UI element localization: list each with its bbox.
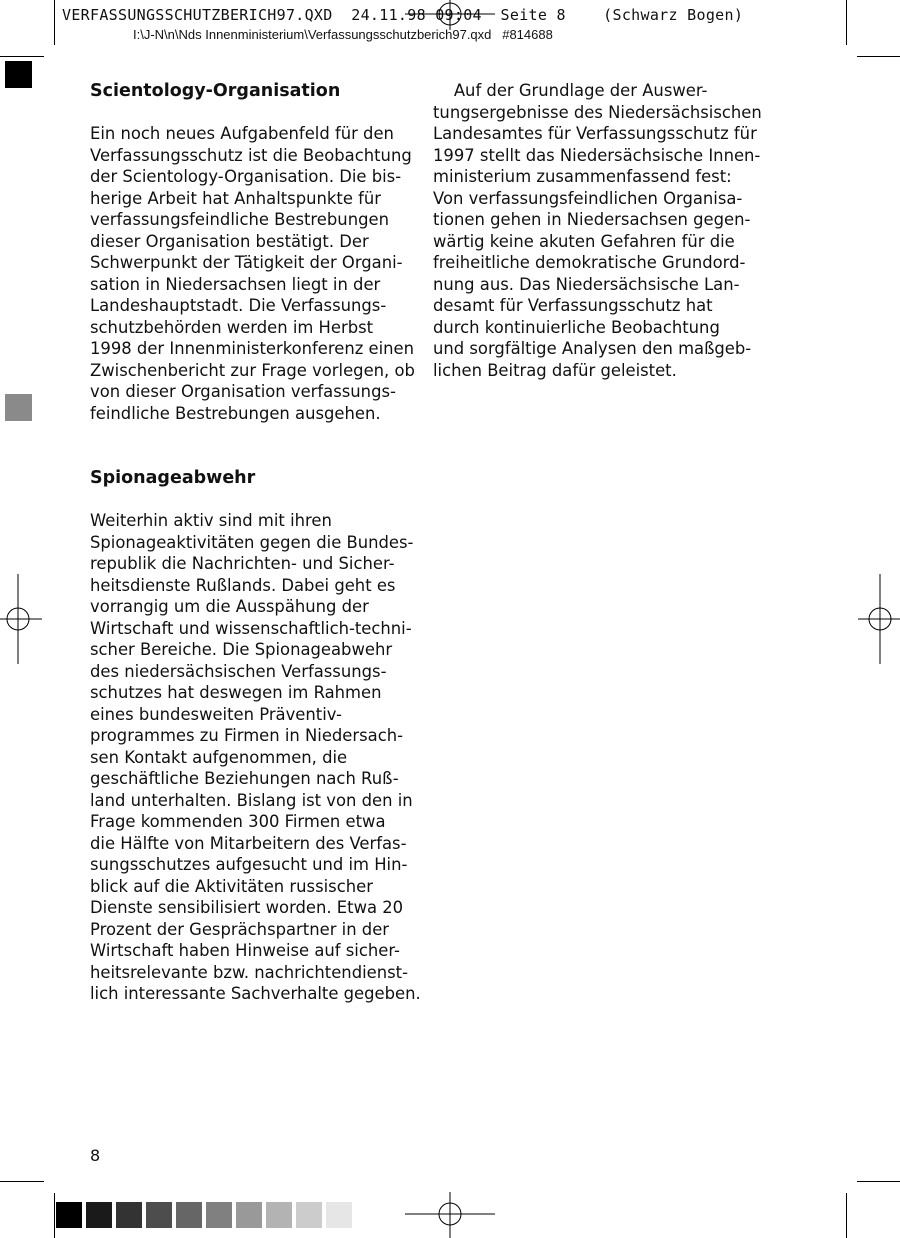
text-line: Schwerpunkt der Tätigkeit der Organi- <box>90 253 403 272</box>
crop-mark-top-right <box>846 0 847 45</box>
text-line: sation in Niedersachsen liegt in der <box>90 274 381 294</box>
text-line: schutzes hat deswegen im Rahmen <box>90 683 382 702</box>
color-bar-swatch <box>116 1202 142 1228</box>
paragraph-scientology <box>90 123 415 424</box>
text-line: geschäftliche Beziehungen nach Ruß- <box>90 769 399 788</box>
color-bar-swatch <box>206 1202 232 1228</box>
text-line: Verfassungsschutz ist die Beobachtung <box>90 145 412 165</box>
right-column <box>433 80 762 381</box>
file-path-slug: I:\J-N\n\Nds Innenministerium\Verfassungsschutzberich97.qxd #814688 <box>133 27 553 42</box>
color-bar-swatch <box>326 1202 352 1228</box>
text-line: heitsrelevante bzw. nachrichtendienst- <box>90 962 409 982</box>
text-line: nung aus. Das Niedersächsische Lan- <box>433 274 740 294</box>
color-bar-swatch <box>86 1202 112 1228</box>
text-line: Weiterhin aktiv sind mit ihren <box>90 511 332 530</box>
text-line: Dienste sensibilisiert worden. Etwa 20 <box>90 898 404 917</box>
text-line: der Scientology-Organisation. Die bis- <box>90 167 402 186</box>
text-line: ministerium zusammenfassend fest: <box>433 167 732 186</box>
text-line: Zwischenbericht zur Frage vorlegen, ob <box>90 360 415 380</box>
crop-mark-bottom-right <box>846 1193 847 1238</box>
color-bar-swatch <box>266 1202 292 1228</box>
text-line: land unterhalten. Bislang ist von den in <box>90 790 413 810</box>
text-line: 1998 der Innenministerkonferenz einen <box>90 339 415 358</box>
text-line: Spionageaktivitäten gegen die Bundes- <box>90 532 414 552</box>
registration-mark-top <box>405 0 495 30</box>
crop-mark-bottom-left <box>54 1193 55 1238</box>
text-line: freiheitliche demokratische Grundord- <box>433 253 746 272</box>
text-line: Wirtschaft und wissenschaftlich-techni- <box>90 618 412 638</box>
paragraph-spionageabwehr <box>90 510 421 1005</box>
text-line: sungsschutzes aufgesucht und im Hin- <box>90 855 408 874</box>
section-heading-scientology: Scientology-Organisation <box>90 81 341 101</box>
text-line: Frage kommenden 300 Firmen etwa <box>90 812 386 831</box>
text-line: Wirtschaft haben Hinweise auf sicher- <box>90 941 400 960</box>
color-bar-swatch <box>236 1202 262 1228</box>
text-line: republik die Nachrichten- und Sicher- <box>90 554 395 573</box>
crop-mark-bottom-left-h <box>0 1181 44 1182</box>
color-marker-black <box>5 61 32 88</box>
color-bar-swatch <box>146 1202 172 1228</box>
text-line: blick auf die Aktivitäten russischer <box>90 876 373 896</box>
text-line: Ein noch neues Aufgabenfeld für den <box>90 124 394 143</box>
text-line: sen Kontakt aufgenommen, die <box>90 747 348 767</box>
page-number: 8 <box>90 1146 101 1165</box>
crop-mark-top-left <box>54 0 55 45</box>
color-bar-swatch <box>56 1202 82 1228</box>
text-line: eines bundesweiten Präventiv- <box>90 704 342 724</box>
crop-mark-top-right-h <box>857 56 900 57</box>
text-line: tungsergebnisse des Niedersächsischen <box>433 102 762 122</box>
text-line: von dieser Organisation verfassungs- <box>90 382 396 401</box>
text-line: vorrangig um die Ausspähung der <box>90 597 369 616</box>
text-line: feindliche Bestrebungen ausgehen. <box>90 403 381 423</box>
left-column <box>90 80 421 1005</box>
text-line: Von verfassungsfeindlichen Organisa- <box>433 188 743 208</box>
color-bar-swatch <box>176 1202 202 1228</box>
print-slug-line: VERFASSUNGSSCHUTZBERICH97.QXD 24.11.98 09:04 Seite 8 (Schwarz Bogen) <box>62 6 744 24</box>
text-line: verfassungsfeindliche Bestrebungen <box>90 210 389 229</box>
text-line: programmes zu Firmen in Niedersach- <box>90 726 404 745</box>
text-line: tionen gehen in Niedersachsen gegen- <box>433 210 751 229</box>
text-line: schutzbehörden werden im Herbst <box>90 317 374 337</box>
paragraph-summary <box>433 80 762 381</box>
text-line: scher Bereiche. Die Spionageabwehr <box>90 640 393 659</box>
text-line: lichen Beitrag dafür geleistet. <box>433 360 677 380</box>
text-line: heitsdienste Rußlands. Dabei geht es <box>90 575 396 595</box>
text-line: durch kontinuierliche Beobachtung <box>433 317 720 337</box>
text-line: Landesamtes für Verfassungsschutz für <box>433 124 757 143</box>
crop-mark-bottom-right-h <box>857 1181 900 1182</box>
text-line: und sorgfältige Analysen den maßgeb- <box>433 339 752 358</box>
section-heading-spionageabwehr: Spionageabwehr <box>90 468 256 488</box>
color-bar-swatch <box>296 1202 322 1228</box>
color-calibration-bar <box>56 1202 352 1228</box>
registration-mark-left <box>0 574 42 664</box>
text-line: dieser Organisation bestätigt. Der <box>90 231 369 251</box>
text-line: Auf der Grundlage der Auswer- <box>433 81 708 100</box>
text-line: Prozent der Gesprächspartner in der <box>90 919 390 939</box>
text-line: Landeshauptstadt. Die Verfassungs- <box>90 296 387 315</box>
text-line: lich interessante Sachverhalte gegeben. <box>90 984 421 1003</box>
text-line: 1997 stellt das Niedersächsische Innen- <box>433 145 761 165</box>
color-marker-gray <box>5 394 32 421</box>
text-line: die Hälfte von Mitarbeitern des Verfas- <box>90 833 407 853</box>
crop-mark-top-left-h <box>0 56 44 57</box>
text-line: wärtig keine akuten Gefahren für die <box>433 231 735 251</box>
registration-mark-right <box>858 574 900 664</box>
text-line: des niedersächsischen Verfassungs- <box>90 661 387 681</box>
registration-mark-bottom <box>405 1192 495 1238</box>
text-line: desamt für Verfassungsschutz hat <box>433 296 713 315</box>
text-line: herige Arbeit hat Anhaltspunkte für <box>90 188 382 208</box>
